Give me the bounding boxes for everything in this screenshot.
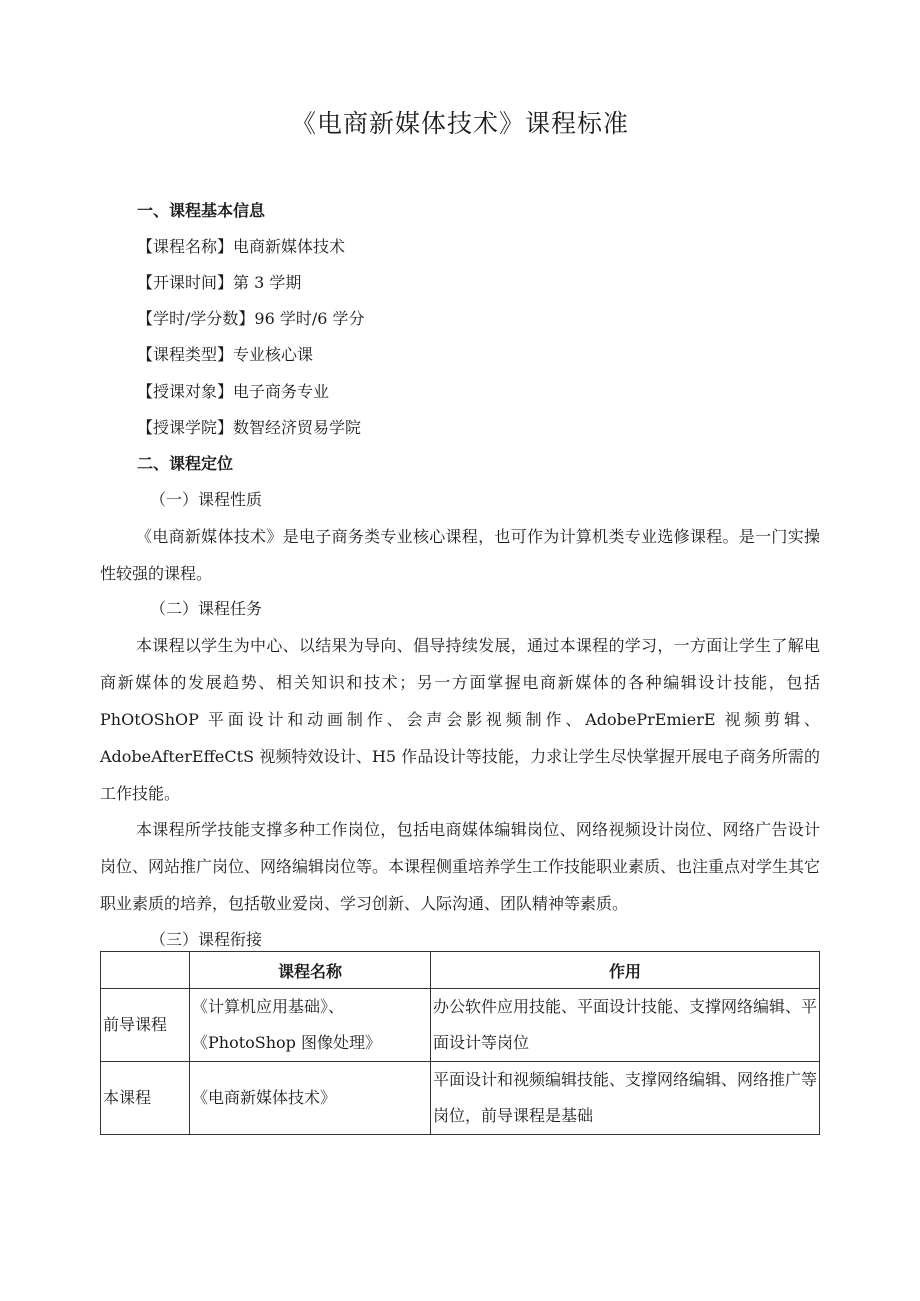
subheading-course-connection: （三）课程衔接 — [150, 930, 263, 949]
table-cell-name: 《电商新媒体技术》 — [190, 1062, 431, 1135]
subheading-course-nature: （一）课程性质 — [150, 490, 263, 509]
info-semester: 【开课时间】第 3 学期 — [137, 273, 302, 292]
info-target-students: 【授课对象】电子商务专业 — [137, 382, 330, 401]
subheading-course-tasks: （二）课程任务 — [150, 599, 263, 618]
section-heading-positioning: 二、课程定位 — [137, 454, 234, 473]
info-course-type: 【课程类型】专业核心课 — [137, 345, 314, 364]
table-header-cell: 课程名称 — [190, 952, 431, 989]
table-cell-type: 本课程 — [101, 1062, 190, 1135]
table-cell-role: 办公软件应用技能、平面设计技能、支撑网络编辑、平面设计等岗位 — [431, 989, 820, 1062]
info-hours-credits: 【学时/学分数】96 学时/6 学分 — [137, 309, 365, 328]
table-cell-type: 前导课程 — [101, 989, 190, 1062]
paragraph-course-nature: 《电商新媒体技术》是电子商务类专业核心课程，也可作为计算机类专业选修课程。是一门实操性较强的课程。 — [100, 527, 820, 583]
table-header-cell: 作用 — [431, 952, 820, 989]
table-header-row — [101, 952, 820, 989]
info-course-name: 【课程名称】电商新媒体技术 — [137, 237, 346, 256]
table-cell-role: 平面设计和视频编辑技能、支撑网络编辑、网络推广等岗位，前导课程是基础 — [431, 1062, 820, 1135]
document-title: 《电商新媒体技术》课程标准 — [290, 109, 629, 138]
table-cell-name: 《计算机应用基础》、《PhotoShop 图像处理》 — [190, 989, 431, 1062]
section-heading-basic-info: 一、课程基本信息 — [137, 201, 266, 220]
paragraph-job-skills: 本课程所学技能支撑多种工作岗位，包括电商媒体编辑岗位、网络视频设计岗位、网络广告设计岗位、网站推广岗位、网络编辑岗位等。本课程侧重培养学生工作技能职业素质、也注重点对学生其它职业素质的培养，包括敬业爱岗、学习创新、人际沟通、团队精神等素质。 — [100, 820, 821, 913]
course-connection-table — [100, 951, 820, 1135]
paragraph-course-tasks: 本课程以学生为中心、以结果为导向、倡导持续发展，通过本课程的学习，一方面让学生了解电商新媒体的发展趋势、相关知识和技术；另一方面掌握电商新媒体的各种编辑设计技能，包括 PhOtOShOP 平面设计和动画制作、会声会影视频制作、AdobePrEmierE 视频剪辑、AdobeAfterEffeCtS 视频特效设计、H5 作品设计等技能，力求让学生尽快掌握开展电子商务所需的工作技能。 — [100, 636, 820, 803]
table-row — [101, 989, 820, 1062]
table-row — [101, 1062, 820, 1135]
info-college: 【授课学院】数智经济贸易学院 — [137, 418, 362, 437]
table-header-cell — [101, 952, 190, 989]
